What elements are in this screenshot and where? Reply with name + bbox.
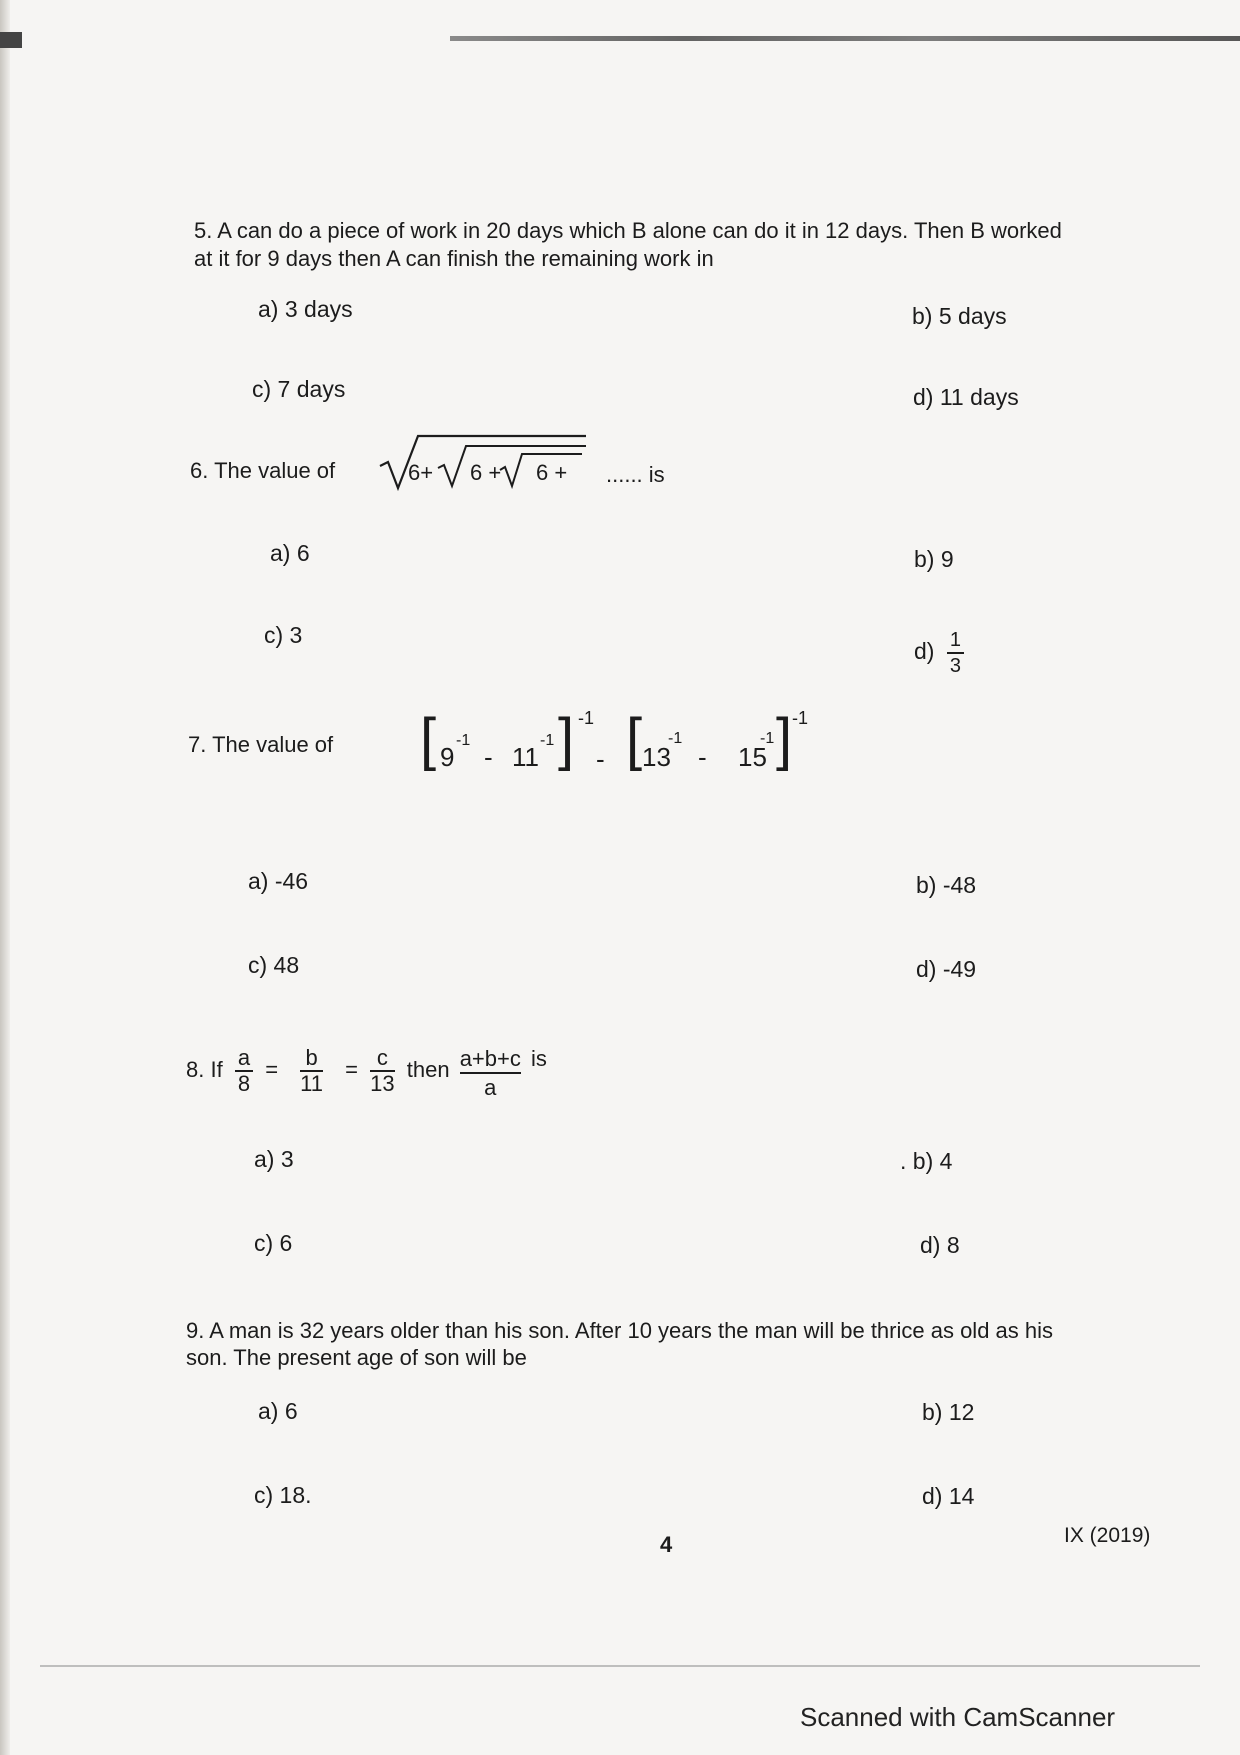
- question-8-option-b: . b) 4: [900, 1148, 953, 1174]
- fraction-c-over-13: [370, 1046, 394, 1096]
- question-5-option-d: d) 11 days: [913, 384, 1019, 410]
- is-word: is: [530, 1046, 547, 1071]
- question-8-option-c: c) 6: [254, 1230, 293, 1256]
- question-5-option-a: a) 3 days: [258, 296, 353, 322]
- question-6-option-b: b) 9: [914, 546, 954, 572]
- question-6-option-d-fraction: [947, 628, 964, 678]
- exp-11: -1: [540, 732, 555, 749]
- question-7-option-c: c) 48: [248, 952, 300, 978]
- fraction-numerator: b: [300, 1046, 323, 1072]
- radicand-mid: 6 +: [470, 460, 502, 485]
- fraction-b-over-11: [300, 1046, 323, 1096]
- target-expression: [460, 1046, 521, 1102]
- fraction-denominator: 11: [300, 1071, 324, 1096]
- question-9-line1: 9. A man is 32 years older than his son. After 10 years the man will be thrice as old as his: [186, 1318, 1054, 1343]
- term-15: 15: [738, 742, 767, 772]
- page-number: 4: [660, 1532, 673, 1557]
- question-6-option-d: [914, 628, 970, 678]
- radicand-outer: 6+: [408, 460, 434, 485]
- minus-1: -: [484, 742, 493, 772]
- question-8-stem: [186, 1046, 547, 1102]
- minus-2: -: [698, 742, 707, 772]
- question-6-option-d-label: d): [914, 638, 935, 665]
- bracket-open-2: [: [626, 707, 643, 772]
- question-5-option-b: b) 5 days: [912, 303, 1007, 329]
- bracket-open-1: [: [420, 707, 437, 772]
- bracket-close-2: ]: [776, 707, 793, 772]
- camscanner-watermark: Scanned with CamScanner: [800, 1702, 1116, 1732]
- exam-code: IX (2019): [1064, 1524, 1151, 1547]
- scan-corner-mark: [0, 32, 22, 48]
- question-5-line2: at it for 9 days then A can finish the remaining work in: [194, 246, 714, 271]
- bracket-close-1: ]: [558, 707, 575, 772]
- question-7-expression: [420, 707, 820, 792]
- fraction-denominator: 3: [949, 655, 961, 677]
- question-7-option-b: b) -48: [916, 872, 977, 898]
- term-9: 9: [440, 742, 455, 772]
- question-7-option-a: a) -46: [248, 868, 309, 894]
- question-9-option-a: a) 6: [258, 1398, 298, 1424]
- question-8-prefix: 8. If: [186, 1056, 223, 1082]
- question-6-suffix: ...... is: [606, 462, 665, 487]
- question-9-option-b: b) 12: [922, 1399, 975, 1425]
- bottom-border-rule: [40, 1665, 1200, 1667]
- question-8-option-d: d) 8: [920, 1232, 960, 1258]
- question-7-prefix: 7. The value of: [188, 732, 334, 757]
- question-6-prefix: 6. The value of: [190, 458, 336, 483]
- target-numerator: a+b+c: [460, 1046, 521, 1074]
- question-9-option-d: d) 14: [922, 1483, 975, 1509]
- equals-2: =: [345, 1056, 358, 1082]
- fraction-numerator: a: [235, 1046, 253, 1072]
- fraction-numerator: 1: [947, 628, 964, 654]
- target-denominator: a: [484, 1075, 497, 1100]
- question-6-option-a: a) 6: [270, 540, 310, 566]
- outer-exp-2: -1: [792, 708, 809, 728]
- question-5-option-c: c) 7 days: [252, 376, 346, 402]
- question-6-option-c: c) 3: [264, 622, 303, 648]
- question-5-line1: 5. A can do a piece of work in 20 days which B alone can do it in 12 days. Then B worked: [194, 218, 1062, 243]
- term-11: 11: [512, 742, 539, 772]
- minus-middle: -: [596, 744, 605, 774]
- top-border-rule: [450, 36, 1240, 41]
- outer-exp-1: -1: [578, 708, 595, 728]
- exp-15: -1: [760, 730, 775, 747]
- exp-9: -1: [456, 732, 471, 749]
- scan-edge-shadow: [0, 0, 10, 1755]
- exp-13: -1: [668, 730, 683, 747]
- question-9-option-c: c) 18.: [254, 1482, 312, 1508]
- question-7-option-d: d) -49: [916, 956, 977, 982]
- question-8-option-a: a) 3: [254, 1146, 294, 1172]
- fraction-denominator: 8: [237, 1071, 251, 1096]
- fraction-denominator: 13: [370, 1071, 395, 1096]
- fraction-a-over-8: [235, 1046, 253, 1096]
- question-9-line2: son. The present age of son will be: [186, 1345, 527, 1370]
- term-13: 13: [642, 742, 671, 772]
- then-word: then: [406, 1056, 450, 1082]
- equals-1: =: [265, 1056, 279, 1082]
- radicand-inner: 6 +: [536, 460, 568, 485]
- fraction-numerator: c: [370, 1046, 394, 1072]
